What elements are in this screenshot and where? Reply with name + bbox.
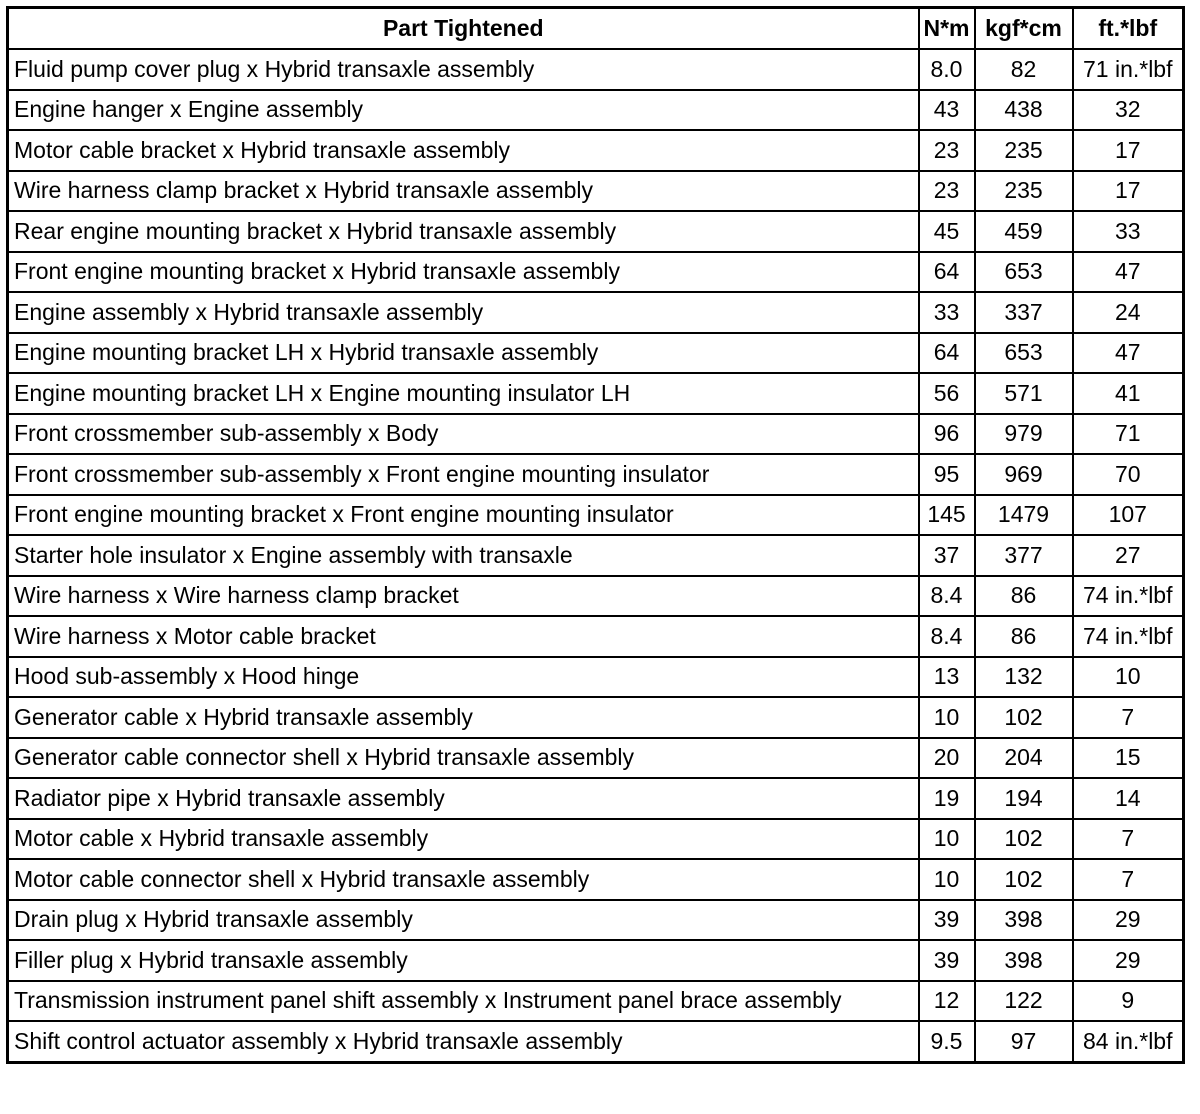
table-body [8,49,1184,1062]
table-row [8,657,1184,698]
cell-ft-lbf: 47 [1073,252,1184,293]
table-row [8,981,1184,1022]
cell-part-tightened: Front engine mounting bracket x Front engine mounting insulator [8,495,919,536]
cell-nm: 64 [919,333,975,374]
cell-part-tightened: Rear engine mounting bracket x Hybrid transaxle assembly [8,211,919,252]
table-row [8,616,1184,657]
cell-part-tightened: Wire harness clamp bracket x Hybrid transaxle assembly [8,171,919,212]
cell-kgf-cm: 398 [975,900,1073,941]
cell-ft-lbf: 71 in.*lbf [1073,49,1184,90]
cell-ft-lbf: 9 [1073,981,1184,1022]
cell-nm: 23 [919,171,975,212]
cell-nm: 13 [919,657,975,698]
cell-kgf-cm: 82 [975,49,1073,90]
cell-kgf-cm: 653 [975,252,1073,293]
cell-ft-lbf: 84 in.*lbf [1073,1021,1184,1062]
cell-nm: 8.4 [919,616,975,657]
table-row [8,90,1184,131]
cell-part-tightened: Shift control actuator assembly x Hybrid transaxle assembly [8,1021,919,1062]
cell-nm: 9.5 [919,1021,975,1062]
header-ft-lbf: ft.*lbf [1073,8,1184,50]
cell-part-tightened: Engine mounting bracket LH x Hybrid transaxle assembly [8,333,919,374]
table-row [8,738,1184,779]
table-row [8,454,1184,495]
cell-nm: 39 [919,900,975,941]
cell-ft-lbf: 7 [1073,819,1184,860]
cell-kgf-cm: 459 [975,211,1073,252]
cell-part-tightened: Motor cable bracket x Hybrid transaxle assembly [8,130,919,171]
cell-kgf-cm: 86 [975,616,1073,657]
cell-nm: 10 [919,859,975,900]
cell-part-tightened: Wire harness x Motor cable bracket [8,616,919,657]
table-row [8,130,1184,171]
table-row [8,535,1184,576]
cell-ft-lbf: 107 [1073,495,1184,536]
cell-part-tightened: Engine assembly x Hybrid transaxle assembly [8,292,919,333]
cell-part-tightened: Filler plug x Hybrid transaxle assembly [8,940,919,981]
table-row [8,819,1184,860]
table-row [8,171,1184,212]
cell-kgf-cm: 979 [975,414,1073,455]
cell-kgf-cm: 969 [975,454,1073,495]
cell-ft-lbf: 74 in.*lbf [1073,616,1184,657]
cell-kgf-cm: 102 [975,859,1073,900]
cell-part-tightened: Hood sub-assembly x Hood hinge [8,657,919,698]
cell-ft-lbf: 74 in.*lbf [1073,576,1184,617]
cell-ft-lbf: 7 [1073,697,1184,738]
cell-kgf-cm: 337 [975,292,1073,333]
cell-nm: 37 [919,535,975,576]
cell-nm: 8.4 [919,576,975,617]
header-nm: N*m [919,8,975,50]
table-row [8,49,1184,90]
table-row [8,900,1184,941]
table-row [8,333,1184,374]
cell-nm: 10 [919,697,975,738]
cell-ft-lbf: 32 [1073,90,1184,131]
table-row [8,697,1184,738]
cell-nm: 33 [919,292,975,333]
cell-kgf-cm: 235 [975,171,1073,212]
table-row [8,778,1184,819]
cell-kgf-cm: 571 [975,373,1073,414]
cell-ft-lbf: 24 [1073,292,1184,333]
header-part-tightened: Part Tightened [8,8,919,50]
cell-kgf-cm: 1479 [975,495,1073,536]
cell-part-tightened: Drain plug x Hybrid transaxle assembly [8,900,919,941]
cell-nm: 8.0 [919,49,975,90]
cell-part-tightened: Wire harness x Wire harness clamp bracket [8,576,919,617]
table-row [8,373,1184,414]
cell-ft-lbf: 17 [1073,171,1184,212]
cell-ft-lbf: 47 [1073,333,1184,374]
table-row [8,495,1184,536]
table-row [8,576,1184,617]
cell-nm: 95 [919,454,975,495]
cell-kgf-cm: 377 [975,535,1073,576]
cell-kgf-cm: 194 [975,778,1073,819]
cell-nm: 39 [919,940,975,981]
table-row [8,859,1184,900]
cell-ft-lbf: 7 [1073,859,1184,900]
cell-nm: 45 [919,211,975,252]
cell-part-tightened: Engine hanger x Engine assembly [8,90,919,131]
cell-nm: 56 [919,373,975,414]
cell-nm: 19 [919,778,975,819]
cell-nm: 10 [919,819,975,860]
cell-ft-lbf: 27 [1073,535,1184,576]
table-row [8,940,1184,981]
cell-nm: 23 [919,130,975,171]
cell-kgf-cm: 102 [975,697,1073,738]
header-kgf-cm: kgf*cm [975,8,1073,50]
cell-kgf-cm: 132 [975,657,1073,698]
cell-ft-lbf: 17 [1073,130,1184,171]
cell-kgf-cm: 235 [975,130,1073,171]
cell-nm: 96 [919,414,975,455]
header-row [8,8,1184,50]
table-row [8,292,1184,333]
table-row [8,252,1184,293]
cell-kgf-cm: 97 [975,1021,1073,1062]
cell-ft-lbf: 14 [1073,778,1184,819]
cell-part-tightened: Starter hole insulator x Engine assembly with transaxle [8,535,919,576]
cell-kgf-cm: 102 [975,819,1073,860]
table-row [8,414,1184,455]
cell-part-tightened: Generator cable x Hybrid transaxle assembly [8,697,919,738]
cell-ft-lbf: 33 [1073,211,1184,252]
cell-kgf-cm: 653 [975,333,1073,374]
cell-nm: 43 [919,90,975,131]
cell-part-tightened: Radiator pipe x Hybrid transaxle assembly [8,778,919,819]
table-row [8,1021,1184,1062]
cell-nm: 12 [919,981,975,1022]
cell-part-tightened: Front crossmember sub-assembly x Body [8,414,919,455]
cell-ft-lbf: 70 [1073,454,1184,495]
cell-nm: 64 [919,252,975,293]
cell-part-tightened: Front engine mounting bracket x Hybrid transaxle assembly [8,252,919,293]
torque-spec-table [6,6,1185,1064]
cell-kgf-cm: 438 [975,90,1073,131]
cell-nm: 20 [919,738,975,779]
cell-ft-lbf: 41 [1073,373,1184,414]
cell-ft-lbf: 10 [1073,657,1184,698]
cell-ft-lbf: 29 [1073,940,1184,981]
cell-part-tightened: Motor cable x Hybrid transaxle assembly [8,819,919,860]
cell-part-tightened: Engine mounting bracket LH x Engine mounting insulator LH [8,373,919,414]
cell-part-tightened: Front crossmember sub-assembly x Front engine mounting insulator [8,454,919,495]
cell-part-tightened: Motor cable connector shell x Hybrid transaxle assembly [8,859,919,900]
cell-part-tightened: Transmission instrument panel shift assembly x Instrument panel brace assembly [8,981,919,1022]
cell-ft-lbf: 71 [1073,414,1184,455]
cell-kgf-cm: 122 [975,981,1073,1022]
cell-kgf-cm: 86 [975,576,1073,617]
cell-kgf-cm: 204 [975,738,1073,779]
cell-part-tightened: Fluid pump cover plug x Hybrid transaxle assembly [8,49,919,90]
cell-nm: 145 [919,495,975,536]
cell-kgf-cm: 398 [975,940,1073,981]
table-row [8,211,1184,252]
cell-part-tightened: Generator cable connector shell x Hybrid transaxle assembly [8,738,919,779]
cell-ft-lbf: 29 [1073,900,1184,941]
cell-ft-lbf: 15 [1073,738,1184,779]
